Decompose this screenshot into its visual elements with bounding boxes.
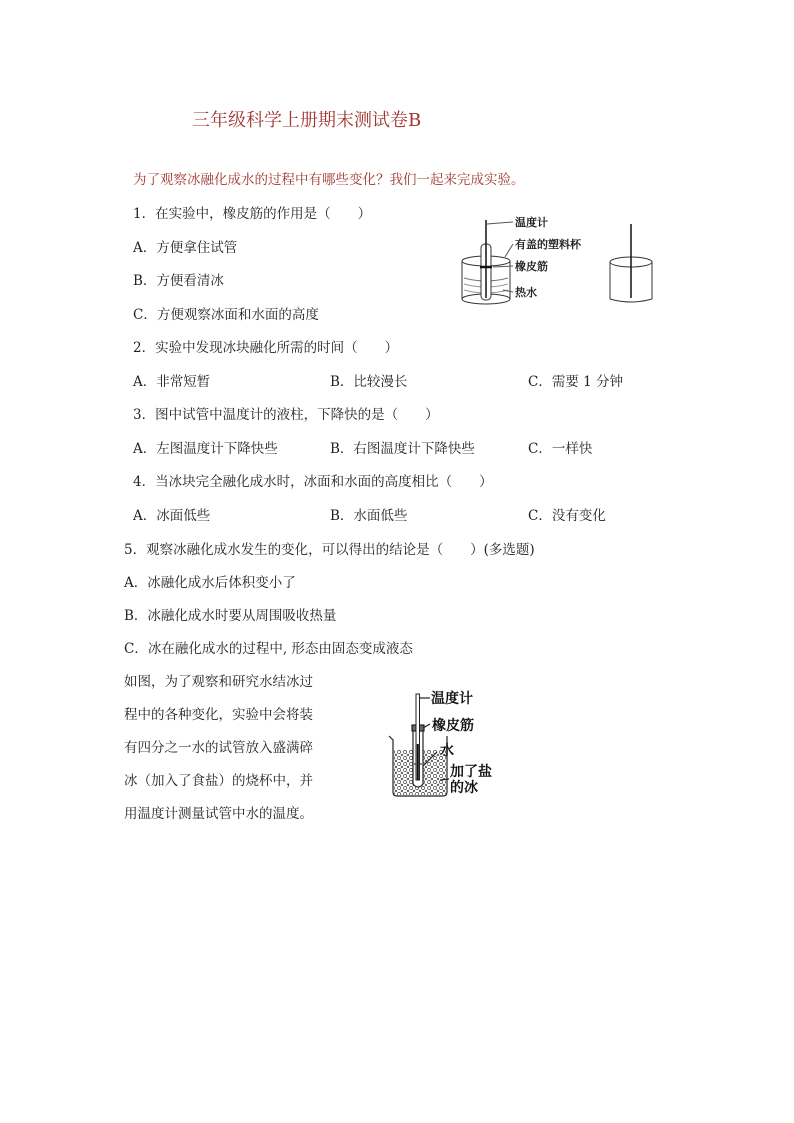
label-rubber-band: 橡皮筋 [515, 260, 548, 273]
q1-option-a: A．方便拿住试管 [133, 240, 238, 256]
q5-option-b: B．冰融化成水时要从周围吸收热量 [124, 608, 337, 624]
label-salted-ice: 的冰 [450, 780, 478, 796]
label-water: 水 [440, 743, 454, 759]
page-title: 三年级科学上册期末测试卷B [192, 110, 422, 131]
label-hot-water: 热水 [515, 286, 537, 299]
label-covered-cup: 有盖的塑料杯 [515, 238, 581, 251]
paragraph-line: 用温度计测量试管中水的温度。 [124, 806, 313, 822]
label-salted-ice: 加了盐 [450, 764, 492, 780]
q5-stem: 5．观察冰融化成水发生的变化，可以得出的结论是（ ）(多选题) [124, 542, 535, 558]
q2-option-b: B．比较漫长 [330, 374, 408, 390]
freezing-experiment-figure [385, 684, 510, 804]
paragraph-line: 冰（加入了食盐）的烧杯中，并 [124, 773, 313, 789]
q4-option-b: B．水面低些 [330, 508, 408, 524]
q3-stem: 3．图中试管中温度计的液柱，下降快的是（ ） [133, 407, 439, 423]
q4-option-c: C．没有变化 [528, 508, 606, 524]
label-rubber-band: 橡皮筋 [432, 718, 474, 734]
paragraph-line: 程中的各种变化，实验中会将装 [124, 707, 313, 723]
melting-experiment-figure [455, 210, 665, 315]
left-cup-illustration [462, 220, 513, 304]
q3-option-b: B．右图温度计下降快些 [330, 441, 475, 457]
q3-option-a: A．左图温度计下降快些 [133, 441, 278, 457]
q1-stem: 1．在实验中，橡皮筋的作用是（ ） [133, 206, 372, 222]
q2-stem: 2．实验中发现冰块融化所需的时间（ ） [133, 340, 399, 356]
q3-option-c: C．一样快 [528, 441, 593, 457]
q4-stem: 4．当冰块完全融化成水时，冰面和水面的高度相比（ ） [133, 474, 493, 490]
q5-option-a: A．冰融化成水后体积变小了 [124, 575, 296, 591]
right-cup-illustration [610, 224, 652, 302]
q5-option-c: C．冰在融化成水的过程中, 形态由固态变成液态 [124, 641, 413, 657]
q2-option-a: A．非常短暂 [133, 374, 211, 390]
intro-text: 为了观察冰融化成水的过程中有哪些变化？我们一起来完成实验。 [133, 172, 525, 188]
q1-option-c: C．方便观察冰面和水面的高度 [133, 307, 319, 323]
q1-option-b: B．方便看清冰 [133, 273, 224, 289]
q2-option-c: C．需要 1 分钟 [528, 374, 624, 390]
label-thermometer: 温度计 [515, 216, 548, 229]
q4-option-a: A．冰面低些 [133, 508, 211, 524]
paragraph-line: 有四分之一水的试管放入盛满碎 [124, 740, 313, 756]
label-thermometer: 温度计 [431, 691, 473, 707]
paragraph-line: 如图，为了观察和研究水结冰过 [124, 674, 313, 690]
